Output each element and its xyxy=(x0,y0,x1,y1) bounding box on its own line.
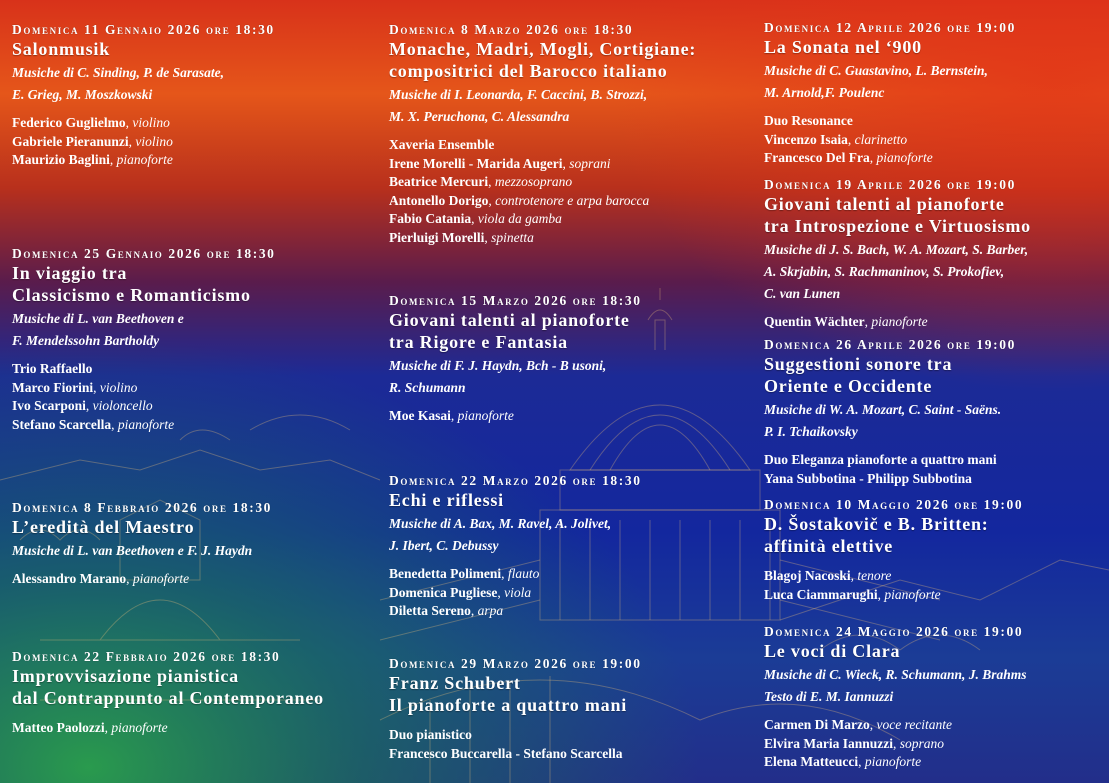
performer-name: Stefano Scarcella xyxy=(12,416,112,432)
event-block xyxy=(389,473,749,621)
performer-row xyxy=(764,753,1109,772)
performer-row xyxy=(389,565,749,584)
event-title: Monache, Madri, Mogli, Cortigiane: xyxy=(389,39,697,59)
event-title: L’eredità del Maestro xyxy=(12,517,195,537)
spacer xyxy=(764,706,1109,716)
event-program: Musiche di F. J. Haydn, Bch - B usoni, xyxy=(389,358,607,373)
performer-name: Domenica Pugliese xyxy=(389,584,498,600)
performer-row xyxy=(764,586,1109,605)
performer-row xyxy=(12,360,372,379)
spacer xyxy=(389,397,749,407)
performer-name: Blagoj Nacoski xyxy=(764,568,851,583)
performer-row xyxy=(764,470,1109,489)
performer-name: Beatrice Mercuri xyxy=(389,174,489,189)
performer-row xyxy=(389,155,749,174)
spacer xyxy=(12,709,372,719)
separator: , xyxy=(93,379,100,395)
performer-name: Quentin Wächter xyxy=(764,314,865,329)
performer-row xyxy=(12,151,372,170)
performer-instrument: viola da gamba xyxy=(477,211,562,226)
event-title: Salonmusik xyxy=(12,39,111,59)
separator: , xyxy=(450,408,458,423)
event-program: Musiche di W. A. Mozart, C. Saint - Saëns. xyxy=(764,402,1002,417)
performer-row xyxy=(764,313,1109,332)
event-program: J. Ibert, C. Debussy xyxy=(389,538,499,553)
performer-row xyxy=(12,114,372,133)
performer-instrument: violino xyxy=(132,115,170,130)
separator: , xyxy=(125,115,133,130)
event-block xyxy=(12,500,372,589)
event-program: A. Skrjabin, S. Rachmaninov, S. Prokofiev, xyxy=(764,264,1005,279)
performer-instrument: soprani xyxy=(569,155,611,171)
separator: , xyxy=(893,735,900,751)
event-title: Giovani talenti al pianoforte xyxy=(389,310,630,330)
performer-row xyxy=(389,173,749,192)
separator: , xyxy=(850,568,858,583)
performer-instrument: viola xyxy=(504,584,532,600)
performer-row xyxy=(764,131,1109,150)
performer-name: Carmen Di Marzo xyxy=(764,717,870,732)
performer-instrument: pianoforte xyxy=(111,720,168,735)
performer-row xyxy=(389,229,749,248)
performer-row xyxy=(389,407,749,426)
performer-instrument: violino xyxy=(135,133,173,149)
spacer xyxy=(764,102,1109,112)
performer-instrument: pianoforte xyxy=(884,586,941,602)
event-date: Domenica 25 Gennaio 2026 ore 18:30 xyxy=(12,246,276,261)
performer-instrument: spinetta xyxy=(491,229,534,245)
event-title: Improvvisazione pianistica xyxy=(12,666,239,686)
spacer xyxy=(389,716,749,726)
separator: , xyxy=(847,131,855,147)
event-program: Musiche di L. van Beethoven e xyxy=(12,311,184,326)
event-date: Domenica 8 Marzo 2026 ore 18:30 xyxy=(389,22,634,37)
event-program: Musiche di I. Leonarda, F. Caccini, B. Strozzi, xyxy=(389,87,648,102)
performer-name: Trio Raffaello xyxy=(12,361,93,376)
event-block xyxy=(12,22,372,170)
performer-row xyxy=(764,716,1109,735)
performer-row xyxy=(764,112,1109,131)
performer-name: Matteo Paolozzi xyxy=(12,720,105,735)
event-date: Domenica 15 Marzo 2026 ore 18:30 xyxy=(389,293,642,308)
performer-row xyxy=(12,416,372,435)
spacer xyxy=(764,441,1109,451)
separator: , xyxy=(501,566,508,581)
performer-instrument: flauto xyxy=(507,566,540,581)
performer-instrument: pianoforte xyxy=(132,571,190,586)
event-date: Domenica 8 Febbraio 2026 ore 18:30 xyxy=(12,500,273,515)
event-block xyxy=(764,20,1109,168)
performer-name: Benedetta Polimeni xyxy=(389,566,502,581)
separator: , xyxy=(85,398,93,413)
performer-instrument: pianoforte xyxy=(457,408,514,423)
performer-row xyxy=(389,726,749,745)
performer-name: Francesco Buccarella - Stefano Scarcella xyxy=(389,745,623,761)
event-date: Domenica 19 Aprile 2026 ore 19:00 xyxy=(764,177,1016,192)
performer-instrument: pianoforte xyxy=(876,150,933,165)
event-title: Il pianoforte a quattro mani xyxy=(389,695,628,715)
performer-name: Duo Eleganza pianoforte a quattro mani xyxy=(764,452,997,467)
event-program: R. Schumann xyxy=(389,380,466,395)
performer-instrument: pianoforte xyxy=(117,416,175,432)
performer-row xyxy=(389,136,749,155)
event-program: Musiche di C. Guastavino, L. Bernstein, xyxy=(764,63,988,78)
event-date: Domenica 29 Marzo 2026 ore 19:00 xyxy=(389,656,642,671)
separator: , xyxy=(869,150,877,165)
separator: , xyxy=(497,584,505,600)
performer-row xyxy=(389,745,749,764)
separator: , xyxy=(111,416,118,432)
spacer xyxy=(12,560,372,570)
performer-name: Alessandro Marano xyxy=(12,571,127,586)
spacer xyxy=(764,303,1109,313)
separator: , xyxy=(128,133,136,149)
performer-row xyxy=(764,567,1109,586)
separator: , xyxy=(877,586,885,602)
performer-name: Federico Guglielmo xyxy=(12,115,126,130)
event-program: F. Mendelssohn Bartholdy xyxy=(12,333,160,348)
performer-name: Duo pianistico xyxy=(389,727,472,742)
event-block xyxy=(764,624,1109,772)
performer-instrument: soprano xyxy=(899,735,945,751)
performer-row xyxy=(389,192,749,211)
performer-row xyxy=(12,397,372,416)
performer-row xyxy=(764,451,1109,470)
event-date: Domenica 26 Aprile 2026 ore 19:00 xyxy=(764,337,1016,352)
performer-name: Marco Fiorini xyxy=(12,379,94,395)
separator: , xyxy=(104,720,112,735)
spacer xyxy=(12,104,372,114)
performer-name: Luca Ciammarughi xyxy=(764,586,878,602)
performer-name: Antonello Dorigo xyxy=(389,192,489,208)
performer-instrument: voce recitante xyxy=(876,717,953,732)
spacer xyxy=(389,555,749,565)
performer-instrument: clarinetto xyxy=(854,131,908,147)
event-title: Giovani talenti al pianoforte xyxy=(764,194,1005,214)
performer-row xyxy=(764,735,1109,754)
event-title: Franz Schubert xyxy=(389,673,521,693)
separator: , xyxy=(471,211,478,226)
performer-row xyxy=(12,570,372,589)
performer-instrument: pianoforte xyxy=(871,314,928,329)
event-program: Musiche di A. Bax, M. Ravel, A. Jolivet, xyxy=(389,516,612,531)
performer-name: Elvira Maria Iannuzzi xyxy=(764,735,893,751)
event-block xyxy=(389,293,749,426)
performer-name: Maurizio Baglini xyxy=(12,152,110,167)
event-date: Domenica 10 Maggio 2026 ore 19:00 xyxy=(764,497,1024,512)
event-title: tra Introspezione e Virtuosismo xyxy=(764,216,1031,236)
event-title: Echi e riflessi xyxy=(389,490,504,510)
spacer xyxy=(764,557,1109,567)
performer-name: Irene Morelli - Marida Augeri xyxy=(389,155,563,171)
event-title: affinità elettive xyxy=(764,536,894,556)
performer-name: Ivo Scarponi xyxy=(12,398,86,413)
performer-instrument: arpa xyxy=(477,603,504,618)
event-program: P. I. Tchaikovsky xyxy=(764,424,858,439)
separator: , xyxy=(484,229,492,245)
event-date: Domenica 11 Gennaio 2026 ore 18:30 xyxy=(12,22,275,37)
separator: , xyxy=(109,152,117,167)
event-title: La Sonata nel ‘900 xyxy=(764,37,922,57)
separator: , xyxy=(126,571,133,586)
separator: , xyxy=(869,717,877,732)
performer-instrument: tenore xyxy=(857,568,892,583)
event-program: C. van Lunen xyxy=(764,286,841,301)
performer-name: Yana Subbotina - Philipp Subbotina xyxy=(764,470,972,486)
performer-name: Moe Kasai xyxy=(389,408,451,423)
performer-row xyxy=(12,379,372,398)
event-block xyxy=(389,22,749,247)
performer-instrument: pianoforte xyxy=(864,754,922,769)
performer-instrument: controtenore e arpa barocca xyxy=(495,192,650,208)
separator: , xyxy=(488,174,495,189)
separator: , xyxy=(488,192,496,208)
spacer xyxy=(389,126,749,136)
event-title: Oriente e Occidente xyxy=(764,376,933,396)
event-program: Musiche di C. Sinding, P. de Sarasate, xyxy=(12,65,225,80)
performer-name: Vincenzo Isaia xyxy=(764,131,848,147)
performer-instrument: pianoforte xyxy=(116,152,173,167)
performer-row xyxy=(389,210,749,229)
performer-name: Duo Resonance xyxy=(764,113,853,128)
event-date: Domenica 12 Aprile 2026 ore 19:00 xyxy=(764,20,1016,35)
performer-row xyxy=(764,149,1109,168)
event-program: Musiche di C. Wieck, R. Schumann, J. Brahms xyxy=(764,667,1027,682)
event-program: E. Grieg, M. Moszkowski xyxy=(12,87,153,102)
performer-name: Fabio Catania xyxy=(389,211,472,226)
event-date: Domenica 24 Maggio 2026 ore 19:00 xyxy=(764,624,1024,639)
event-program: Musiche di L. van Beethoven e F. J. Haydn xyxy=(12,543,253,558)
performer-name: Diletta Sereno xyxy=(389,603,471,618)
performer-name: Gabriele Pieranunzi xyxy=(12,133,129,149)
performer-name: Xaveria Ensemble xyxy=(389,137,495,152)
performer-row xyxy=(12,133,372,152)
event-program: M. X. Peruchona, C. Alessandra xyxy=(389,109,570,124)
event-program: M. Arnold,F. Poulenc xyxy=(764,85,885,100)
event-block xyxy=(764,497,1109,604)
performer-row xyxy=(389,584,749,603)
spacer xyxy=(12,350,372,360)
event-block xyxy=(764,177,1109,332)
event-title: D. Šostakovič e B. Britten: xyxy=(764,514,989,534)
event-date: Domenica 22 Marzo 2026 ore 18:30 xyxy=(389,473,642,488)
performer-instrument: violino xyxy=(99,379,138,395)
event-title: dal Contrappunto al Contemporaneo xyxy=(12,688,324,708)
event-title: compositrici del Barocco italiano xyxy=(389,61,668,81)
event-program: Musiche di J. S. Bach, W. A. Mozart, S. Barber, xyxy=(764,242,1029,257)
separator: , xyxy=(858,754,865,769)
event-title: In viaggio tra xyxy=(12,263,128,283)
event-title: Le voci di Clara xyxy=(764,641,901,661)
separator: , xyxy=(864,314,872,329)
separator: , xyxy=(470,603,478,618)
performer-row xyxy=(12,719,372,738)
event-title: Suggestioni sonore tra xyxy=(764,354,953,374)
event-block xyxy=(764,337,1109,488)
event-title: tra Rigore e Fantasia xyxy=(389,332,568,352)
performer-name: Pierluigi Morelli xyxy=(389,229,485,245)
event-program: Testo di E. M. Iannuzzi xyxy=(764,689,894,704)
event-date: Domenica 22 Febbraio 2026 ore 18:30 xyxy=(12,649,281,664)
performer-name: Elena Matteucci xyxy=(764,754,859,769)
event-title: Classicismo e Romanticismo xyxy=(12,285,251,305)
separator: , xyxy=(562,155,570,171)
performer-instrument: violoncello xyxy=(92,398,153,413)
performer-row xyxy=(389,602,749,621)
event-block xyxy=(12,246,372,434)
event-block xyxy=(389,656,749,763)
event-block xyxy=(12,649,372,738)
performer-instrument: mezzosoprano xyxy=(494,174,573,189)
performer-name: Francesco Del Fra xyxy=(764,150,870,165)
